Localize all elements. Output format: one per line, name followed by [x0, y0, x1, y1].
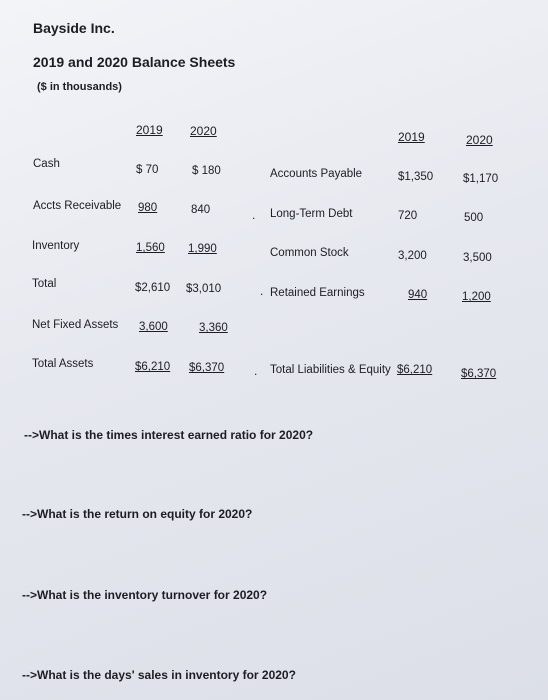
- liab-total-2020: $6,370: [461, 368, 497, 380]
- units-note: ($ in thousands): [37, 81, 122, 93]
- stray-dot: .: [260, 284, 264, 298]
- stray-dot: .: [252, 208, 256, 222]
- assets-header-2019: 2019: [136, 123, 163, 137]
- question-days-sales-inventory: -->What is the days' sales in inventory for 2020?: [22, 668, 296, 682]
- asset-cash-2020: $ 180: [192, 165, 221, 177]
- liab-common-stock-2020: 3,500: [463, 252, 492, 264]
- question-inventory-turnover: -->What is the inventory turnover for 2020?: [22, 588, 268, 602]
- liab-long-term-debt-2019: 720: [398, 210, 418, 222]
- liab-label-payable: Accounts Payable: [270, 168, 363, 180]
- liab-retained-earnings-2019: 940: [408, 289, 428, 301]
- asset-total-assets-2020: $6,370: [189, 362, 225, 374]
- liab-long-term-debt-2020: 500: [464, 212, 484, 224]
- asset-label-total-assets: Total Assets: [32, 358, 94, 370]
- asset-total-2019: $2,610: [135, 282, 171, 294]
- asset-label-total: Total: [32, 278, 57, 290]
- asset-total-2020: $3,010: [186, 283, 222, 295]
- liab-label-common-stock: Common Stock: [270, 247, 349, 259]
- liab-retained-earnings-2020: 1,200: [462, 291, 491, 303]
- asset-total-assets-2019: $6,210: [135, 361, 171, 373]
- asset-inventory-2019: 1,560: [136, 242, 165, 254]
- stray-dot: .: [254, 364, 258, 378]
- question-return-on-equity: -->What is the return on equity for 2020?: [22, 507, 253, 521]
- assets-header-2020: 2020: [190, 124, 217, 138]
- liab-common-stock-2019: 3,200: [398, 250, 427, 262]
- liab-payable-2020: $1,170: [463, 173, 499, 185]
- liab-label-total: Total Liabilities & Equity: [270, 364, 391, 376]
- liab-label-retained-earnings: Retained Earnings: [270, 287, 365, 299]
- liab-label-long-term-debt: Long-Term Debt: [270, 208, 353, 220]
- asset-label-receivable: Accts Receivable: [33, 200, 122, 212]
- liab-payable-2019: $1,350: [398, 171, 434, 183]
- asset-net-fixed-2020: 3,360: [199, 322, 228, 334]
- asset-cash-2019: $ 70: [136, 164, 159, 176]
- question-times-interest-earned: -->What is the times interest earned ratio for 2020?: [24, 428, 314, 442]
- asset-label-net-fixed: Net Fixed Assets: [32, 319, 119, 331]
- asset-label-cash: Cash: [33, 158, 60, 170]
- asset-receivable-2019: 980: [138, 202, 158, 214]
- asset-inventory-2020: 1,990: [188, 243, 217, 255]
- liab-header-2020: 2020: [466, 133, 493, 147]
- liab-header-2019: 2019: [398, 130, 425, 144]
- liab-total-2019: $6,210: [397, 364, 433, 376]
- sheet-subtitle: 2019 and 2020 Balance Sheets: [33, 54, 236, 70]
- asset-receivable-2020: 840: [191, 204, 211, 216]
- asset-label-inventory: Inventory: [32, 240, 80, 252]
- company-name: Bayside Inc.: [33, 20, 115, 36]
- asset-net-fixed-2019: 3,600: [139, 321, 168, 333]
